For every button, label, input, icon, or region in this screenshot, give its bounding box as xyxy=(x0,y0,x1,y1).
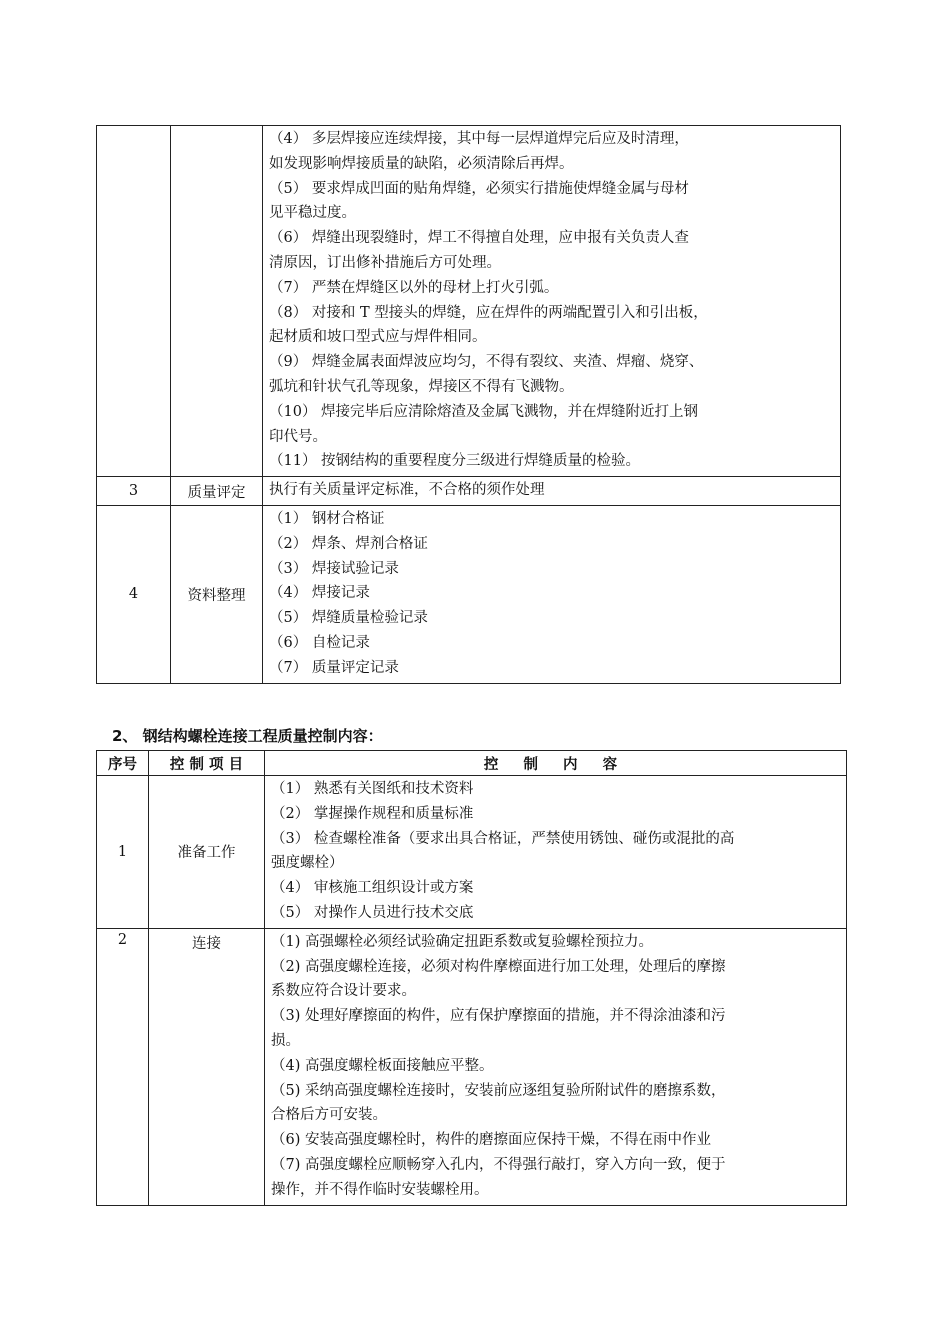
row-number: 4 xyxy=(97,505,171,683)
table-row xyxy=(97,776,847,929)
control-content xyxy=(265,928,847,1205)
table-row xyxy=(97,505,841,683)
content-line: （4） 审核施工组织设计或方案 xyxy=(271,880,474,897)
content-line: （1） 钢材合格证 xyxy=(269,510,385,527)
control-content xyxy=(263,505,841,683)
content-line: 如发现影响焊接质量的缺陷，必须清除后再焊。 xyxy=(269,155,574,172)
content-line: （4） 焊接记录 xyxy=(269,585,370,602)
content-line: （3） 检查螺栓准备（要求出具合格证，严禁使用锈蚀、碰伤或混批的高 xyxy=(271,830,735,847)
content-line: 操作，并不得作临时安装螺栓用。 xyxy=(271,1181,489,1198)
content-line: （4) 高强度螺栓板面接触应平整。 xyxy=(271,1057,494,1074)
control-item: 质量评定 xyxy=(171,477,263,506)
header-control-item: 控 制 项 目 xyxy=(149,751,265,776)
control-content xyxy=(265,776,847,929)
content-line: （6） 焊缝出现裂缝时，焊工不得擅自处理，应申报有关负责人查 xyxy=(269,230,689,247)
content-line: 损。 xyxy=(271,1032,300,1049)
content-line: 印代号。 xyxy=(269,428,327,445)
content-line: （7) 高强度螺栓应顺畅穿入孔内，不得强行敲打，穿入方向一致，便于 xyxy=(271,1156,726,1173)
content-line: 弧坑和针状气孔等现象，焊接区不得有飞溅物。 xyxy=(269,378,574,395)
content-line: （2） 掌握操作规程和质量标准 xyxy=(271,805,474,822)
content-line: （8） 对接和 T 型接头的焊缝，应在焊件的两端配置引入和引出板， xyxy=(269,304,708,321)
welding-control-table xyxy=(96,125,841,684)
section-heading: 2、 钢结构螺栓连接工程质量控制内容： xyxy=(112,727,383,745)
content-line: （1） 熟悉有关图纸和技术资料 xyxy=(271,781,474,797)
table-row xyxy=(97,928,847,1205)
content-line: （9） 焊缝金属表面焊波应均匀，不得有裂纹、夹渣、焊瘤、烧穿、 xyxy=(269,354,704,371)
content-line: （7） 严禁在焊缝区以外的母材上打火引弧。 xyxy=(269,279,559,296)
content-line: （5） 焊缝质量检验记录 xyxy=(269,610,428,627)
content-line: 起材质和坡口型式应与焊件相同。 xyxy=(269,329,487,346)
content-line: （2） 焊条、焊剂合格证 xyxy=(269,535,428,552)
control-item: 连接 xyxy=(149,928,265,1205)
content-line: （6） 自检记录 xyxy=(269,634,370,651)
content-line: （10） 焊接完毕后应清除熔渣及金属飞溅物，并在焊缝附近打上钢 xyxy=(269,403,699,420)
control-item: 准备工作 xyxy=(149,776,265,929)
row-number: 1 xyxy=(97,776,149,929)
table-row xyxy=(97,126,841,477)
content-line: 清原因，订出修补措施后方可处理。 xyxy=(269,254,501,271)
row-number: 3 xyxy=(97,477,171,506)
control-content xyxy=(263,477,841,506)
content-line: （4） 多层焊接应连续焊接，其中每一层焊道焊完后应及时清理， xyxy=(269,131,689,147)
content-line: （5) 采纳高强度螺栓连接时，安装前应逐组复验所附试件的磨擦系数， xyxy=(271,1082,726,1099)
row-number: 2 xyxy=(97,928,149,1205)
content-line: 执行有关质量评定标准，不合格的须作处理 xyxy=(269,482,545,499)
content-line: （11） 按钢结构的重要程度分三级进行焊缝质量的检验。 xyxy=(269,453,641,470)
content-line: 见平稳过度。 xyxy=(269,205,356,222)
row-number xyxy=(97,126,171,477)
content-line: （2) 高强度螺栓连接，必须对构件摩檫面进行加工处理，处理后的摩擦 xyxy=(271,958,726,975)
table-row xyxy=(97,477,841,506)
control-item xyxy=(171,126,263,477)
content-line: 合格后方可安装。 xyxy=(271,1107,387,1124)
control-item: 资料整理 xyxy=(171,505,263,683)
content-line: （7） 质量评定记录 xyxy=(269,659,399,676)
content-line: （6) 安装高强度螺栓时，构件的磨擦面应保持干燥，不得在雨中作业 xyxy=(271,1132,711,1149)
content-line: （3） 焊接试验记录 xyxy=(269,560,399,577)
table-header-row xyxy=(97,751,847,776)
content-line: 强度螺栓） xyxy=(271,855,344,872)
content-line: （3) 处理好摩擦面的构件，应有保护摩擦面的措施，并不得涂油漆和污 xyxy=(271,1008,726,1025)
control-content xyxy=(263,126,841,477)
bolt-control-table xyxy=(96,750,847,1206)
header-control-content: 控 制 内 容 xyxy=(265,751,847,776)
content-line: 系数应符合设计要求。 xyxy=(271,983,416,1000)
content-line: （5） 要求焊成凹面的贴角焊缝，必须实行措施使焊缝金属与母材 xyxy=(269,180,689,197)
content-line: （1) 高强螺栓必须经试验确定扭距系数或复验螺栓预拉力。 xyxy=(271,933,653,950)
header-number: 序号 xyxy=(97,751,149,776)
content-line: （5） 对操作人员进行技术交底 xyxy=(271,904,474,921)
